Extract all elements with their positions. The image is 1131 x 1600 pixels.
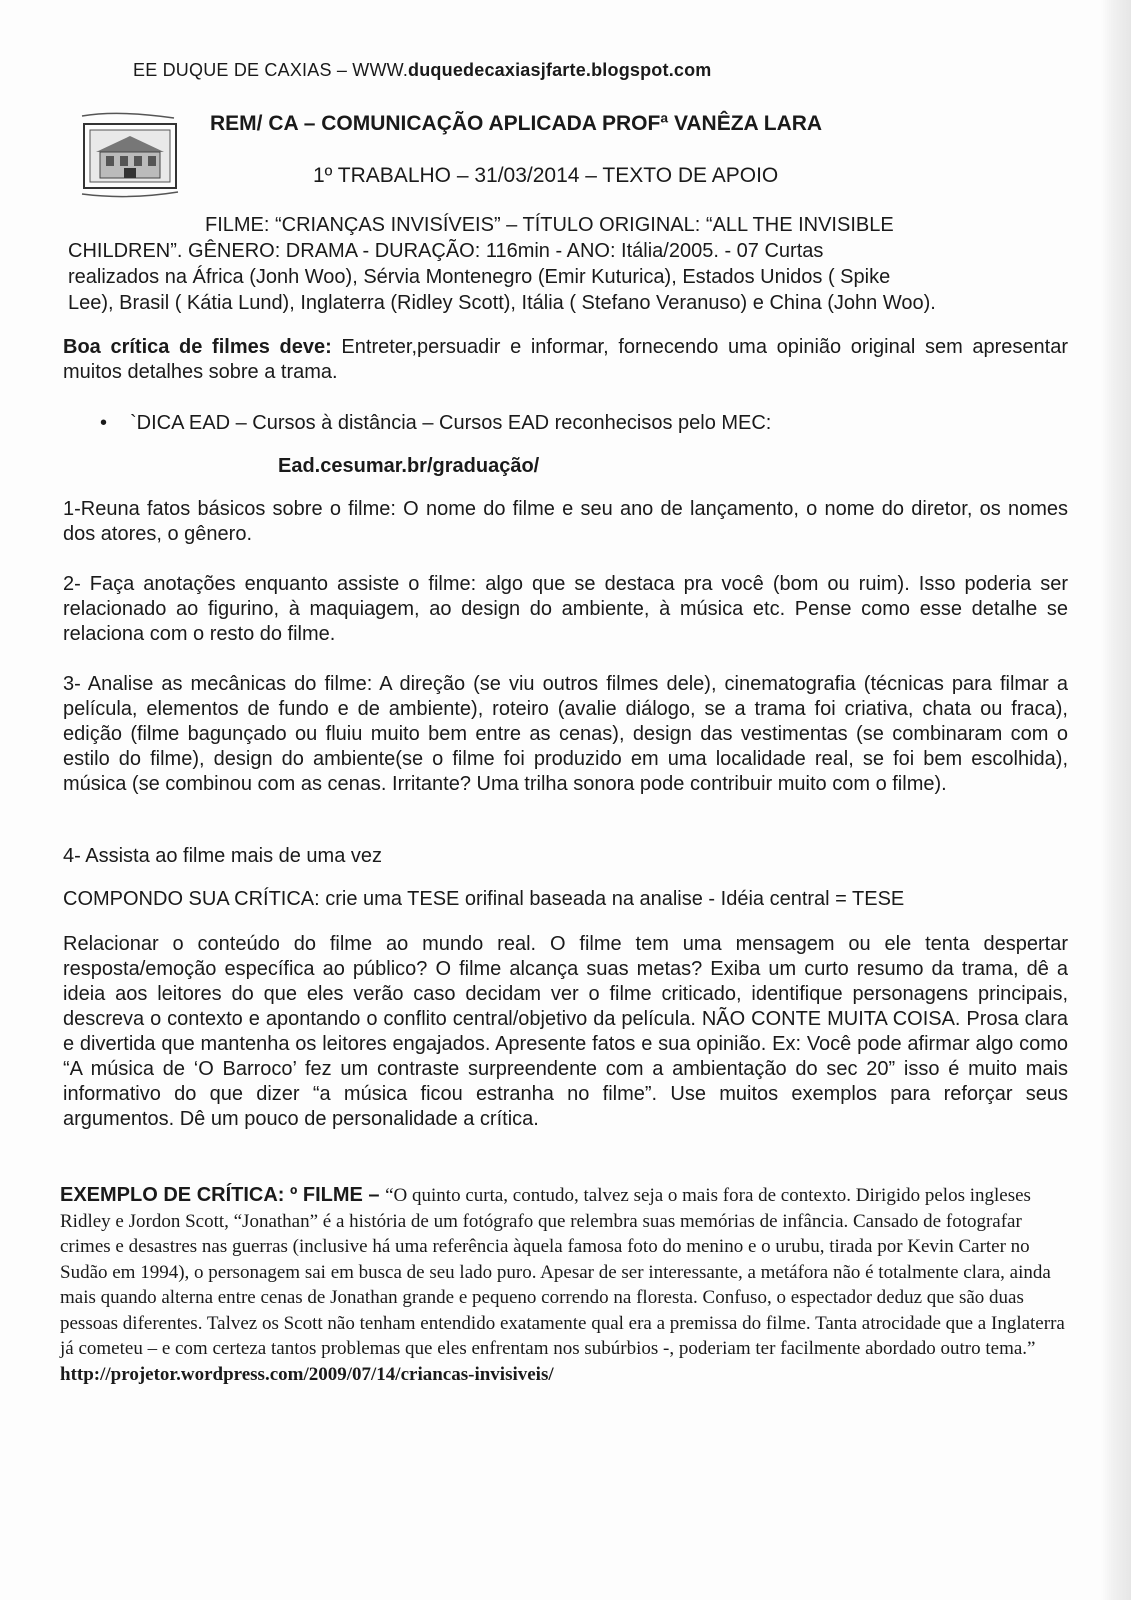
step-3: 3- Analise as mecânicas do filme: A direção (se viu outros filmes dele), cinematografia (técnicas para filmar a película, elementos de fundo e de ambiente), roteiro (avalie diálogo, se a trama foi criativa, chata ou fraca), edição (filme bagunçado ou fluiu muito bem entre as cenas), design das vestimentas (se combinaram com o estilo do filme), design do ambiente(se o filme foi produzido em uma localidade real, se foi bem escolhida), música (se combinou com as cenas. Irritante? Uma trilha sonora pode contribuir muito com o filme). — [63, 673, 1068, 795]
example-critique — [60, 1183, 1070, 1387]
critique-text: Entreter,persuadir e informar, fornecendo uma opinião original sem apresentar muitos detalhes sobre a trama. — [63, 336, 1069, 383]
relate-paragraph: Relacionar o conteúdo do filme ao mundo real. O filme tem uma mensagem ou ele tenta despertar resposta/emoção específica ao público? O filme alcança suas metas? Exiba um curto resumo da trama, dê a ideia aos leitores do que eles verão caso decidam ver o filme criticado, identifique personagens principais, descreva o contexto e apontando o conflito central/objetivo da película. NÃO CONTE MUITA COISA. Prosa clara e divertida que mantenha os leitores engajados. Apresente fatos e sua opinião. Ex: Você pode afirmar algo como “A música de ‘O Barroco’ fez um contraste surpreendente com a ambientação do sec 20” isso é muito mais informativo do que dizer “a música ficou estranha no filme”. Use muitos exemplos para reforçar seus argumentos. Dê um pouco de personalidade a crítica. — [63, 933, 1068, 1130]
school-site: duquedecaxiasjfarte.blogspot.com — [408, 60, 712, 80]
step-2: 2- Faça anotações enquanto assiste o filme: algo que se destaca pra você (bom ou ruim). Isso poderia ser relacionado ao figurino, à maquiagem, ao design do ambiente, à música etc. Pense como esse detalhe se relaciona com o resto do filme. — [63, 573, 1068, 645]
source-url: http://projetor.wordpress.com/2009/07/14/criancas-invisiveis/ — [60, 1363, 554, 1385]
ead-tip-text: `DICA EAD – Cursos à distância – Cursos EAD reconhecisos pelo MEC: — [130, 412, 772, 434]
film-info-line: FILME: “CRIANÇAS INVISÍVEIS” – TÍTULO ORIGINAL: “ALL THE INVISIBLE — [205, 214, 894, 236]
work-title: 1º TRABALHO – 31/03/2014 – TEXTO DE APOIO — [313, 164, 779, 187]
ead-tip — [100, 412, 771, 435]
critique-label: Boa crítica de filmes deve: — [63, 336, 332, 358]
critique-definition — [63, 335, 1068, 385]
film-info — [68, 212, 1068, 316]
film-info-line: Lee), Brasil ( Kátia Lund), Inglaterra (Ridley Scott), Itália ( Stefano Veranuso) e China (John Woo). — [68, 292, 936, 314]
school-header — [133, 60, 712, 81]
course-title: REM/ CA – COMUNICAÇÃO APLICADA PROFª VANÊZA LARA — [210, 112, 823, 135]
film-info-line: CHILDREN”. GÊNERO: DRAMA - DURAÇÃO: 116min - ANO: Itália/2005. - 07 Curtas — [68, 240, 824, 262]
example-text: “O quinto curta, contudo, talvez seja o mais fora de contexto. Dirigido pelos ingleses Ridley e Jordon Scott, “Jonathan” é a história de um fotógrafo que relembra suas memórias de infância. Cansado de fotografar crimes e desastres nas guerras (inclusive há uma referência àquela famosa foto do menino e o urubu, tirada por Kevin Carter no Sudão em 1994), o personagem sai em busca de seu lado puro. Apesar de ser interessante, a metáfora não é totalmente clara, ainda mais quando alterna entre cenas de Jonathan grande e pequeno correndo na floresta. Confuso, o espectador deduz que são duas pessoas diferentes. Talvez os Scott não tenham entendido exatamente qual era a premissa do filme. Tanta atrocidade que a Inglaterra já cometeu – e com certeza tantos problemas que eles enfrentam nos subúrbios -, poderiam ter facilmente abordado outro tema.” — [60, 1185, 1065, 1359]
school-building-logo — [78, 108, 182, 204]
bullet-icon: • — [100, 412, 108, 434]
school-name: EE DUQUE DE CAXIAS – WWW. — [133, 60, 409, 80]
step-1: 1-Reuna fatos básicos sobre o filme: O nome do filme e seu ano de lançamento, o nome do diretor, os nomes dos atores, o gênero. — [63, 498, 1068, 545]
step-4: 4- Assista ao filme mais de uma vez — [63, 845, 383, 867]
composing-thesis: COMPONDO SUA CRÍTICA: crie uma TESE orifinal baseada na analise - Idéia central = TESE — [63, 888, 905, 910]
example-label: EXEMPLO DE CRÍTICA: º FILME – — [60, 1184, 386, 1206]
film-info-line: realizados na África (Jonh Woo), Sérvia Montenegro (Emir Kuturica), Estados Unidos ( Spike — [68, 266, 891, 288]
page-shadow-edge — [1101, 0, 1131, 1600]
ead-link: Ead.cesumar.br/graduação/ — [278, 455, 540, 477]
